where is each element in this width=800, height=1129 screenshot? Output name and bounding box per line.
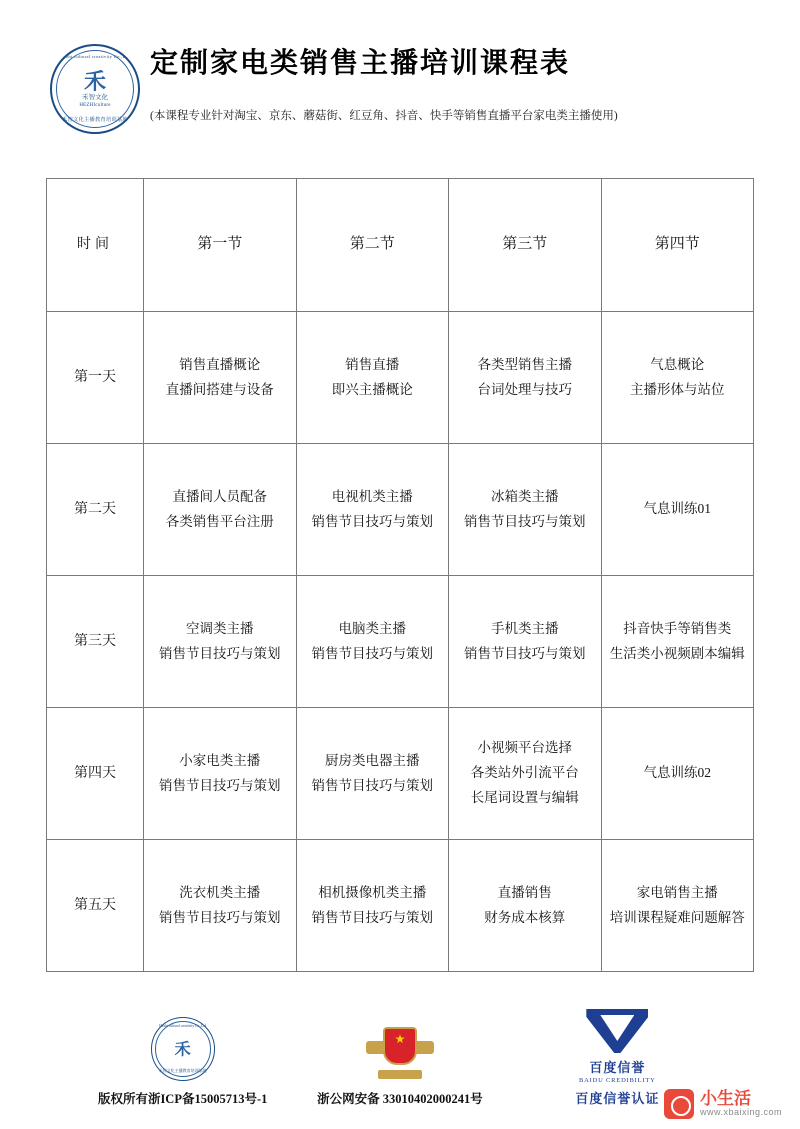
column-header-period-3: 第三节 (449, 179, 602, 312)
logo-container (46, 38, 144, 134)
seal-small-text-top: Hezhi cultural creativity Co.,Ltd (159, 1024, 207, 1028)
cell-line: 厨房类电器主播 (325, 752, 420, 768)
watermark-logo-icon (664, 1089, 694, 1119)
baidu-v-icon (586, 1009, 648, 1053)
cell-line: 生活类小视频剧本编辑 (609, 645, 745, 661)
cell-line: 销售节目技巧与策划 (311, 513, 433, 529)
table-cell (144, 444, 297, 576)
row-label-day: 第一天 (47, 312, 144, 444)
table-cell (144, 708, 297, 840)
cell-line: 销售节目技巧与策划 (311, 909, 433, 925)
cell-line: 主播形体与站位 (630, 381, 725, 397)
column-header-period-2: 第二节 (296, 179, 449, 312)
cell-line: 销售节目技巧与策划 (159, 777, 281, 793)
document-header (0, 0, 800, 134)
cell-line: 各类站外引流平台 (470, 765, 579, 781)
cell-line: 电视机类主播 (331, 488, 413, 504)
cell-line: 直播销售 (497, 884, 552, 900)
cell-line: 冰箱类主播 (491, 488, 559, 504)
cell-line: 直播间搭建与设备 (165, 381, 274, 397)
table-cell (601, 708, 754, 840)
cell-line: 气息训练01 (643, 501, 711, 517)
cell-line: 手机类主播 (491, 620, 559, 636)
table-cell (296, 840, 449, 972)
table-cell (296, 708, 449, 840)
cell-line: 各类销售平台注册 (165, 513, 274, 529)
cell-line: 销售节目技巧与策划 (159, 909, 281, 925)
page-subtitle: (本课程专业针对淘宝、京东、蘑菇街、红豆角、抖音、快手等销售直播平台家电类主播使用) (150, 110, 618, 123)
cell-line: 销售节目技巧与策划 (311, 645, 433, 661)
baidu-subtitle: BAIDU CREDIBILITY (579, 1077, 656, 1084)
cell-line: 直播间人员配备 (172, 488, 267, 504)
table-cell (144, 840, 297, 972)
cell-line: 培训课程疑难问题解答 (609, 909, 745, 925)
site-watermark (664, 1089, 782, 1119)
cell-line: 销售节目技巧与策划 (159, 645, 281, 661)
page-title: 定制家电类销售主播培训课程表 (150, 48, 571, 79)
table-cell (601, 444, 754, 576)
seal-text-bottom: 禾智文化主播教育培训基地 (62, 116, 128, 123)
table-cell (296, 444, 449, 576)
cell-line: 气息训练02 (643, 765, 711, 781)
table-cell (449, 312, 602, 444)
cell-line: 小视频平台选择 (477, 740, 572, 756)
cell-line: 台词处理与技巧 (477, 381, 572, 397)
seal-small-text-bottom: 禾智文化主播教育培训基地 (158, 1068, 207, 1073)
cell-line: 气息概论 (650, 356, 705, 372)
baidu-caption[interactable]: 百度信誉认证 (575, 1091, 660, 1106)
cell-line: 销售节目技巧与策划 (464, 513, 586, 529)
row-label-day: 第五天 (47, 840, 144, 972)
table-cell (449, 840, 602, 972)
cell-line: 销售节目技巧与策划 (464, 645, 586, 661)
cell-line: 小家电类主播 (179, 752, 261, 768)
cell-line: 财务成本核算 (484, 909, 566, 925)
cell-line: 长尾词设置与编辑 (470, 789, 579, 805)
cell-line: 各类型销售主播 (477, 356, 572, 372)
table-body (47, 312, 754, 972)
table-cell (601, 576, 754, 708)
cell-line: 空调类主播 (186, 620, 254, 636)
table-cell (449, 444, 602, 576)
police-record-caption[interactable]: 浙公网安备 33010402000241号 (317, 1092, 483, 1106)
column-header-period-4: 第四节 (601, 179, 754, 312)
seal-small-mark: 禾 (174, 1041, 191, 1059)
row-label-day: 第四天 (47, 708, 144, 840)
cell-line: 销售节目技巧与策划 (311, 777, 433, 793)
table-row (47, 312, 754, 444)
seal-center (79, 68, 111, 108)
company-seal-icon (50, 44, 140, 134)
baidu-title: 百度信誉 (589, 1060, 646, 1075)
table-header-row (47, 179, 754, 312)
footer-badges (46, 1009, 754, 1107)
cell-line: 抖音快手等销售类 (623, 620, 732, 636)
column-header-time: 时间 (47, 179, 144, 312)
seal-name-cn: 禾智文化 (82, 93, 108, 101)
cell-line: 洗衣机类主播 (179, 884, 261, 900)
schedule-table (46, 178, 754, 972)
emblem-base (378, 1070, 422, 1079)
table-cell (601, 312, 754, 444)
table-row (47, 708, 754, 840)
title-block (144, 38, 754, 124)
watermark-text (700, 1090, 782, 1119)
watermark-url-text: www.xbaixing.com (699, 1107, 782, 1118)
row-label-day: 第二天 (47, 444, 144, 576)
cell-line: 即兴主播概论 (331, 381, 413, 397)
column-header-period-1: 第一节 (144, 179, 297, 312)
seal-text-top: Hezhi cultural creativity Co.,Ltd (60, 54, 130, 59)
cell-line: 家电销售主播 (636, 884, 718, 900)
cell-line: 电脑类主播 (338, 620, 406, 636)
row-label-day: 第三天 (47, 576, 144, 708)
cell-line: 销售直播 (345, 356, 400, 372)
table-cell (449, 576, 602, 708)
table-cell (449, 708, 602, 840)
icp-badge (74, 1017, 291, 1107)
table-row (47, 840, 754, 972)
table-cell (144, 576, 297, 708)
table-row (47, 444, 754, 576)
seal-mark: 禾 (83, 68, 106, 94)
police-badge (291, 1025, 508, 1107)
table-cell (296, 576, 449, 708)
cell-line: 相机摄像机类主播 (318, 884, 427, 900)
schedule-table-container (0, 178, 800, 972)
table-header (47, 179, 754, 312)
icp-caption[interactable]: 版权所有浙ICP备15005713号-1 (97, 1092, 268, 1106)
company-seal-small-icon (151, 1017, 215, 1081)
police-emblem-icon (366, 1025, 434, 1081)
table-cell (296, 312, 449, 444)
seal-name-en: HEZHIculture (79, 102, 111, 108)
emblem-star-icon: ★ (394, 1032, 406, 1046)
cell-line: 销售直播概论 (179, 356, 261, 372)
table-cell (601, 840, 754, 972)
table-cell (144, 312, 297, 444)
watermark-main-text: 小生活 (699, 1088, 751, 1108)
table-row (47, 576, 754, 708)
